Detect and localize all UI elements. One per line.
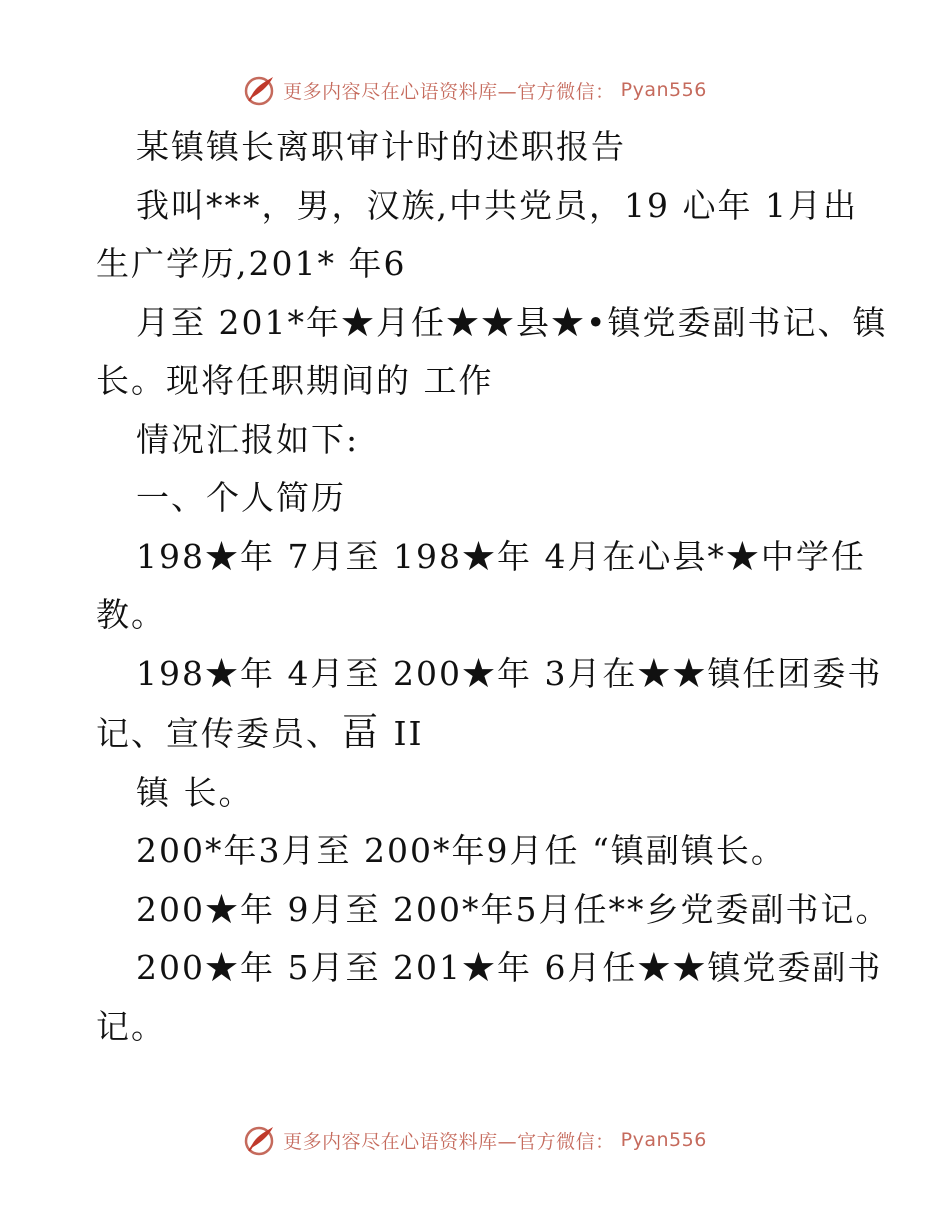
document-title: 某镇镇长离职审计时的述职报告 bbox=[136, 127, 626, 166]
watermark-account: Pyan556 bbox=[620, 79, 707, 101]
resume-entry-1 bbox=[96, 528, 866, 645]
intro-paragraph bbox=[96, 177, 866, 294]
document-body bbox=[96, 118, 891, 1056]
section-heading-resume: 一、个人简历 bbox=[136, 478, 346, 517]
intro-line-1: 我叫***，男，汉族,中共党员，19 心年 1月出 bbox=[136, 185, 858, 225]
resume-entry-2-line-2 bbox=[96, 703, 866, 764]
intro-line-3: 月至 201*年★月任★★县★•镇党委副书记、镇 bbox=[136, 302, 888, 342]
pen-logo-icon bbox=[243, 1123, 277, 1157]
resume-entry-1-line-2: 教。 bbox=[96, 595, 166, 634]
watermark-account: Pyan556 bbox=[620, 1129, 707, 1151]
resume-entry-4: 200★年 9月至 200*年5月任**乡党委副书记。 bbox=[136, 889, 891, 929]
intro-line-2: 生广学历,201* 年6 bbox=[96, 244, 407, 283]
intro-line-4: 长。现将任职期间的 工作 bbox=[96, 361, 494, 400]
intro-line-5: 情况汇报如下: bbox=[136, 419, 360, 459]
resume-entry-2-text-b: II bbox=[381, 714, 424, 753]
footer-watermark bbox=[0, 1120, 950, 1160]
resume-entry-2-line-3: 镇 长。 bbox=[136, 772, 254, 812]
resume-entry-3: 200*年3月至 200*年9月任 “镇副镇长。 bbox=[136, 831, 786, 870]
resume-entry-1-line-1: 198★年 7月至 198★年 4月在心县*★中学任 bbox=[136, 536, 866, 576]
header-watermark bbox=[0, 70, 950, 110]
resume-entry-2-line-1: 198★年 4月至 200★年 3月在★★镇任团委书 bbox=[136, 653, 883, 693]
resume-entry-5-line-2: 记。 bbox=[96, 1006, 166, 1046]
resume-entry-5-line-1: 200★年 5月至 201★年 6月任★★镇党委副书 bbox=[136, 948, 883, 987]
pen-logo-icon bbox=[243, 73, 277, 107]
resume-entry-2-text-a: 记、宣传委员、 bbox=[96, 714, 341, 753]
resume-entry-5 bbox=[96, 939, 883, 1056]
resume-entry-2-glyph: 畐 bbox=[341, 710, 382, 754]
term-paragraph bbox=[96, 294, 888, 411]
resume-entry-2 bbox=[96, 645, 883, 764]
watermark-text: 更多内容尽在心语资料库—官方微信： bbox=[283, 1130, 615, 1153]
watermark-text: 更多内容尽在心语资料库—官方微信： bbox=[283, 80, 615, 103]
